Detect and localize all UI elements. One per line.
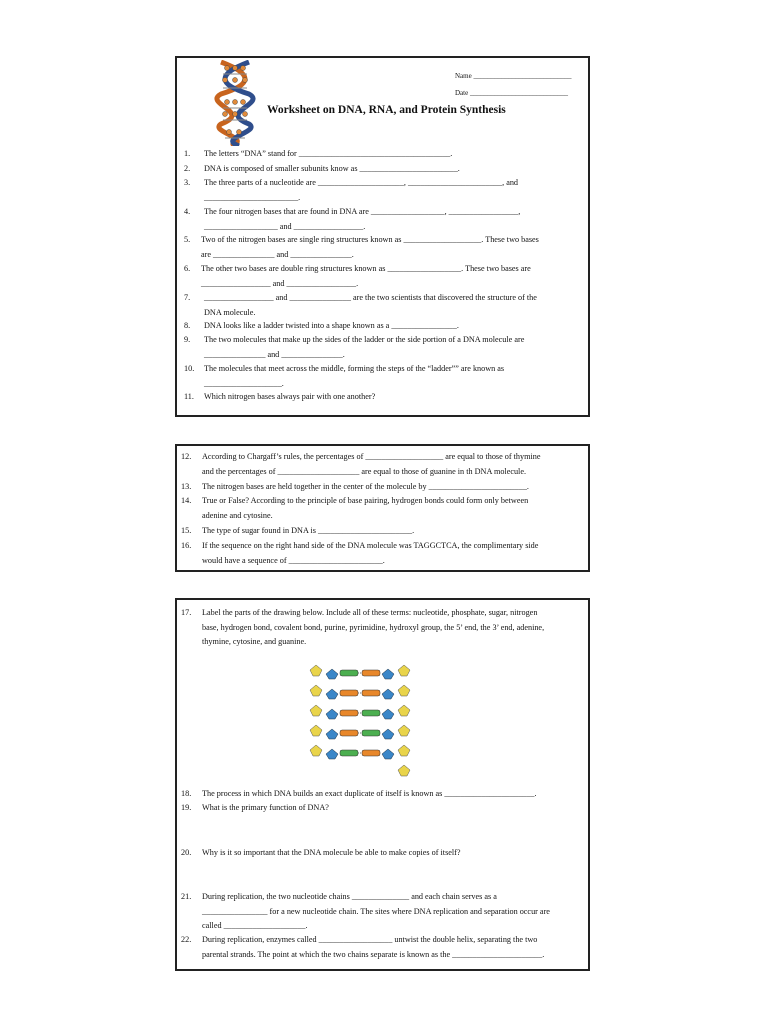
question-text-line: True or False? According to the principle of base pairing, hydrogen bonds could form only between [202, 496, 529, 505]
question-number: 19. [181, 803, 192, 812]
dna-structure-diagram [300, 658, 420, 778]
question-number: 18. [181, 789, 192, 798]
nitrogen-base-shape [340, 710, 358, 716]
sugar-shape [326, 709, 338, 719]
phosphate-shape [398, 765, 410, 776]
question-text-line: thymine, cytosine, and guanine. [202, 637, 307, 646]
nitrogen-base-shape [340, 750, 358, 756]
question-number: 9. [184, 335, 191, 344]
sugar-shape [382, 709, 394, 719]
sugar-shape [326, 749, 338, 759]
question-text-line: Two of the nitrogen bases are single ring structures known as ___________________. These two bases [201, 235, 539, 244]
question-text-line: What is the primary function of DNA? [202, 803, 329, 812]
question-text-line: ___________________. [204, 378, 284, 388]
question-text-line: During replication, the two nucleotide chains ______________ and each chain serves as a [202, 892, 497, 901]
question-number: 21. [181, 892, 192, 901]
nitrogen-base-shape [362, 730, 380, 736]
question-number: 2. [184, 164, 191, 173]
question-number: 22. [181, 935, 192, 944]
question-text-line: adenine and cytosine. [202, 510, 273, 520]
sugar-shape [326, 669, 338, 679]
worksheet-title: Worksheet on DNA, RNA, and Protein Synthesis [267, 104, 506, 116]
phosphate-shape [398, 705, 410, 716]
question-text-line: The nitrogen bases are held together in the center of the molecule by ________________________. [202, 482, 529, 491]
question-number: 17. [181, 608, 192, 617]
question-text-line: Which nitrogen bases always pair with one another? [204, 392, 376, 401]
phosphate-shape [310, 745, 322, 756]
question-text-line: If the sequence on the right hand side of the DNA molecule was TAGGCTCA, the complimentary side [202, 541, 539, 550]
nitrogen-base-shape [340, 690, 358, 696]
sugar-shape [326, 689, 338, 699]
question-number: 20. [181, 848, 192, 857]
question-number: 16. [181, 541, 192, 550]
question-number: 5. [184, 235, 191, 244]
phosphate-shape [398, 685, 410, 696]
question-text-line: _______________________. [204, 192, 301, 202]
question-number: 7. [184, 293, 191, 302]
question-text-line: ________________ for a new nucleotide chain. The sites where DNA replication and separation occur are [202, 906, 550, 916]
question-text-line: The process in which DNA builds an exact duplicate of itself is known as ______________________. [202, 789, 537, 798]
question-number: 14. [181, 496, 192, 505]
question-text-line: are _______________ and _______________. [201, 249, 354, 259]
phosphate-shape [310, 665, 322, 676]
question-number: 8. [184, 321, 191, 330]
worksheet-panel-3 [175, 598, 590, 971]
nitrogen-base-shape [362, 670, 380, 676]
nitrogen-base-shape [340, 670, 358, 676]
question-text-line: DNA molecule. [204, 307, 256, 317]
question-number: 12. [181, 452, 192, 461]
question-text-line: The two molecules that make up the sides of the ladder or the side portion of a DNA molecule are [204, 335, 525, 344]
question-text-line: called ____________________. [202, 921, 308, 930]
phosphate-shape [398, 725, 410, 736]
dna-helix-image [213, 60, 257, 146]
phosphate-shape [398, 745, 410, 756]
question-number: 13. [181, 482, 192, 491]
phosphate-shape [310, 685, 322, 696]
nitrogen-base-shape [362, 690, 380, 696]
question-text-line: According to Chargaff’s rules, the percentages of ___________________ are equal to those of thymine [202, 452, 541, 461]
question-text-line: The molecules that meet across the middle, forming the steps of the “ladder”” are known as [204, 364, 505, 373]
question-text-line: _________________ and _______________ are the two scientists that discovered the structure of the [204, 293, 537, 302]
question-text-line: The three parts of a nucleotide are _____________________, _______________________, and [204, 178, 519, 187]
phosphate-shape [310, 705, 322, 716]
sugar-shape [382, 669, 394, 679]
question-text-line: The four nitrogen bases that are found in DNA are __________________, _________________, [204, 207, 521, 216]
phosphate-shape [398, 665, 410, 676]
worksheet-panel-1 [175, 56, 590, 417]
question-number: 15. [181, 526, 192, 535]
sugar-shape [382, 729, 394, 739]
nitrogen-base-shape [340, 730, 358, 736]
phosphate-shape [310, 725, 322, 736]
question-text-line: The other two bases are double ring structures known as __________________. These two bases are [201, 264, 531, 273]
question-number: 3. [184, 178, 191, 187]
question-text-line: and the percentages of ____________________ are equal to those of guanine in th DNA molecule. [202, 466, 527, 476]
question-text-line: __________________ and _________________. [204, 221, 366, 231]
sugar-shape [326, 729, 338, 739]
question-text-line: The letters “DNA” stand for _____________________________________. [204, 149, 453, 158]
question-text-line: would have a sequence of _______________________. [202, 555, 385, 565]
question-number: 6. [184, 264, 191, 273]
question-text-line: Label the parts of the drawing below. Include all of these terms: nucleotide, phosphate, sugar, nitrogen [202, 608, 538, 617]
worksheet-panel-2 [175, 444, 590, 572]
nitrogen-base-shape [362, 750, 380, 756]
date-field[interactable]: Date ____________________________ [455, 89, 568, 97]
question-text-line: parental strands. The point at which the two chains separate is known as the ______________________. [202, 949, 545, 959]
question-text-line: During replication, enzymes called __________________ untwist the double helix, separating the two [202, 935, 538, 944]
question-text-line: The type of sugar found in DNA is _______________________. [202, 526, 415, 535]
question-text-line: _________________ and _________________. [201, 278, 359, 288]
question-number: 4. [184, 207, 191, 216]
question-number: 10. [184, 364, 195, 373]
nitrogen-base-shape [362, 710, 380, 716]
question-text-line: base, hydrogen bond, covalent bond, purine, pyrimidine, hydroxyl group, the 5’ end, the 3’ end, adenine, [202, 622, 545, 632]
name-field[interactable]: Name ____________________________ [455, 72, 572, 80]
question-number: 11. [184, 392, 194, 401]
sugar-shape [382, 749, 394, 759]
question-text-line: Why is it so important that the DNA molecule be able to make copies of itself? [202, 848, 461, 857]
question-number: 1. [184, 149, 191, 158]
sugar-shape [382, 689, 394, 699]
question-text-line: _______________ and _______________. [204, 349, 345, 359]
question-text-line: DNA looks like a ladder twisted into a shape known as a ________________. [204, 321, 459, 330]
question-text-line: DNA is composed of smaller subunits know as ________________________. [204, 164, 460, 173]
